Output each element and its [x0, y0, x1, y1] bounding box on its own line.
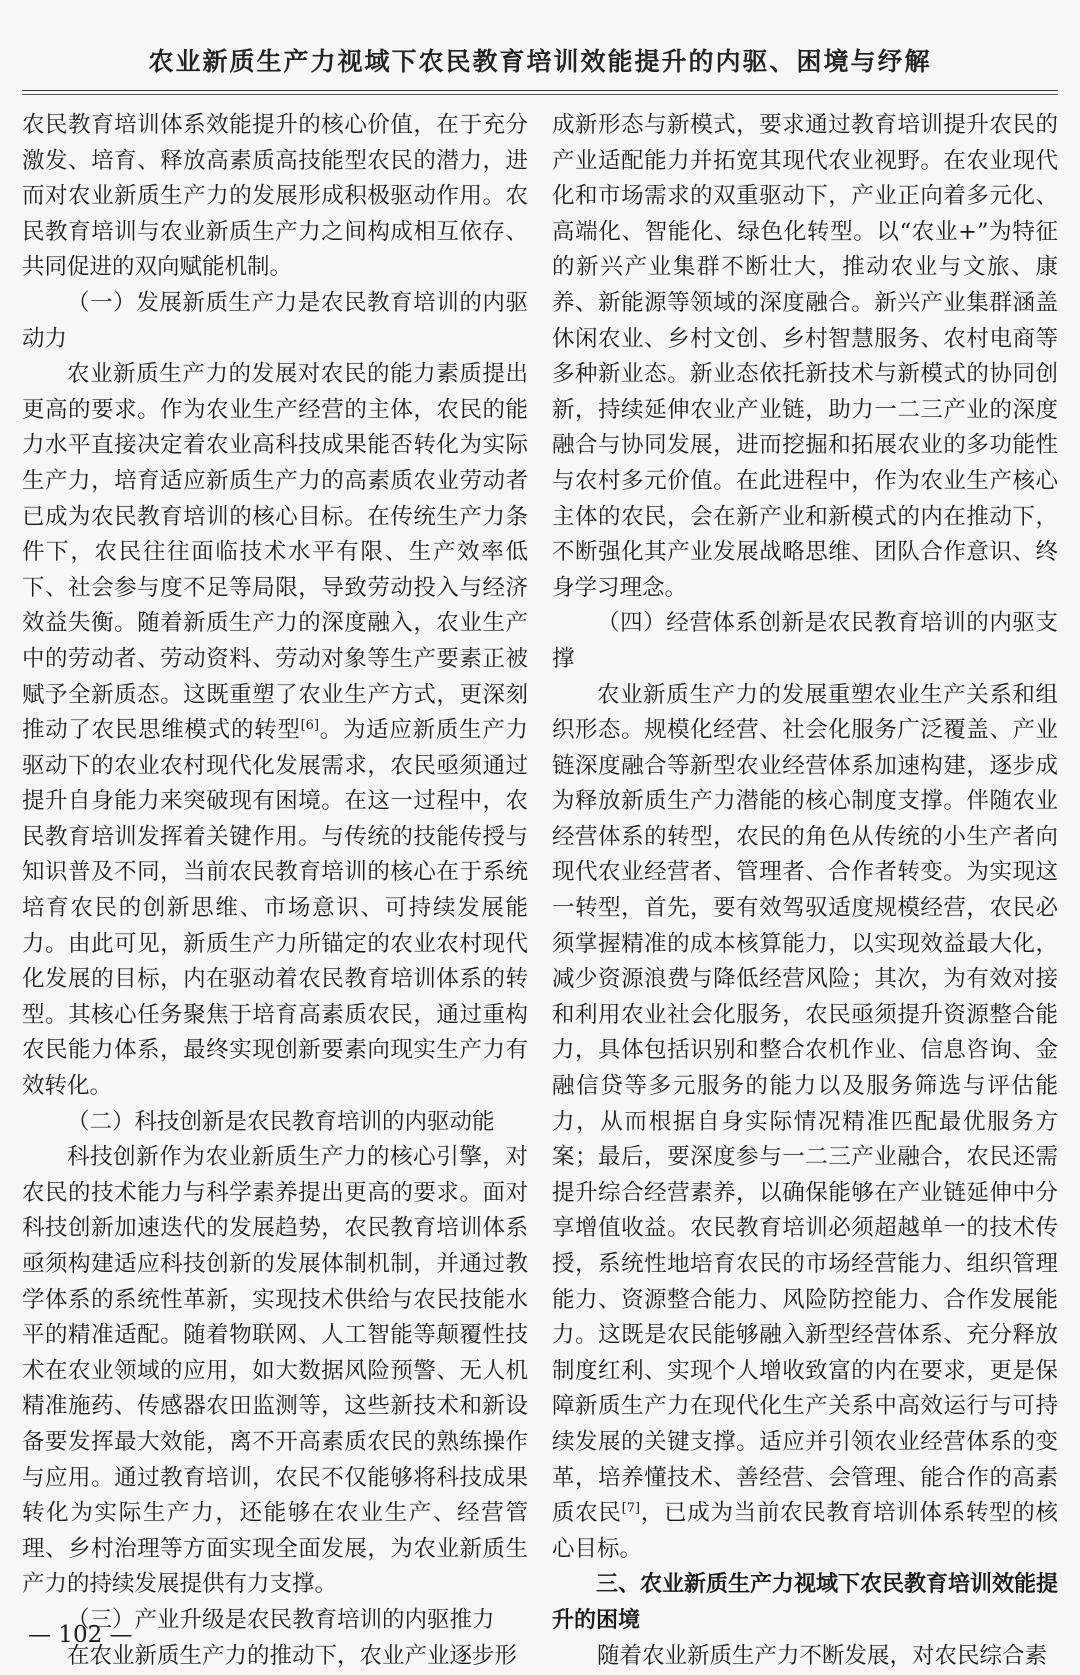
paragraph-text: 农业新质生产力的发展对农民的能力素质提出更高的要求。作为农业生产经营的主体，农民的能力水平直接决定着农业高科技成果能否转化为实际生产力，培育适应新质生产力的高素质农业劳动者已成为农民教育培训的核心目标。在传统生产力条件下，农民往往面临技术水平有限、生产效率低下、社会参与度不足等局限，导致劳动投入与经济效益失衡。随着新质生产力的深度融入，农业生产中的劳动者、劳动资料、劳动对象等生产要素正被赋予全新质态。这既重塑了农业生产方式，更深刻推动了农民思维模式的转型 — [22, 361, 528, 744]
paragraph-new-productivity — [22, 357, 528, 1104]
subheading-industry-upgrade: （三）产业升级是农民教育培训的内驱推力 — [67, 1606, 495, 1633]
paragraph-industry-continued: 成新形态与新模式，要求通过教育培训提升农民的产业适配能力并拓宽其现代农业视野。在农业现代化和市场需求的双重驱动下，产业正向着多元化、高端化、智能化、绿色化转型。以“农业+”为特征的新兴产业集群不断壮大，推动农业与文旅、康养、新能源等领域的深度融合。新兴产业集群涵盖休闲农业、乡村文创、乡村智慧服务、农村电商等多种新业态。新业态依托新技术与新模式的协同创新，持续延伸农业产业链，助力一二三产业的深度融合与协同发展，进而挖掘和拓展农业的多功能性与农村多元价值。在此进程中，作为农业生产核心主体的农民，会在新产业和新模式的内在推动下，不断强化其产业发展战略思维、团队合作意识、终身学习理念。 — [552, 112, 1058, 601]
section-heading-dilemmas: 三、农业新质生产力视域下农民教育培训效能提升的困境 — [552, 1572, 1059, 1633]
citation-6: [6] — [300, 718, 320, 734]
subheading-business-system: （四）经营体系创新是农民教育培训的内驱支撑 — [552, 610, 1058, 672]
citation-7: [7] — [621, 1501, 641, 1517]
paragraph-business-system — [552, 678, 1058, 1568]
page-number: — 102 — — [28, 1622, 133, 1648]
header-rule — [22, 90, 1058, 91]
subheading-tech-innovation: （二）科技创新是农民教育培训的内驱动能 — [67, 1108, 495, 1135]
left-column — [22, 108, 528, 1674]
paragraph-tech-innovation: 科技创新作为农业新质生产力的核心引擎，对农民的技术能力与科学素养提出更高的要求。面对科技创新加速迭代的发展趋势，农民教育培训体系亟须构建适应科技创新的发展体制机制，并通过教学体系的系统性革新，实现技术供给与农民技能水平的精准适配。随着物联网、人工智能等颠覆性技术在农业领域的应用，如大数据风险预警、无人机精准施药、传感器农田监测等，这些新技术和新设备要发挥最大效能，离不开高素质农民的熟练操作与应用。通过教育培训，农民不仅能够将科技成果转化为实际生产力，还能够在农业生产、经营管理、乡村治理等方面实现全面发展，为农业新质生产力的持续发展提供有力支撑。 — [22, 1144, 528, 1598]
right-column — [552, 108, 1058, 1674]
paragraph-dilemmas: 随着农业新质生产力不断发展，对农民综合素 — [597, 1642, 1048, 1669]
paragraph-text: 。为适应新质生产力驱动下的农业农村现代化发展需求，农民亟须通过提升自身能力来突破现有困境。在这一过程中，农民教育培训发挥着关键作用。与传统的技能传授与知识普及不同，当前农民教育培训的核心在于系统培育农民的创新思维、市场意识、可持续发展能力。由此可见，新质生产力所锚定的农业农村现代化发展的目标，内在驱动着农民教育培训体系的转型。其核心任务聚焦于培育高素质农民，通过重构农民能力体系，最终实现创新要素向现实生产力有效转化。 — [22, 717, 528, 1100]
paragraph-intro: 农民教育培训体系效能提升的核心价值，在于充分激发、培育、释放高素质高技能型农民的潜力，进而对农业新质生产力的发展形成积极驱动作用。农民教育培训与农业新质生产力之间构成相互依存、共同促进的双向赋能机制。 — [22, 112, 528, 281]
running-header: 农业新质生产力视域下农民教育培训效能提升的内驱、困境与纾解 — [148, 47, 932, 76]
paragraph-industry-upgrade: 在农业新质生产力的推动下，农业产业逐步形 — [67, 1642, 518, 1669]
subheading-new-productivity: （一）发展新质生产力是农民教育培训的内驱动力 — [22, 289, 528, 352]
paragraph-text: ，已成为当前农民教育培训体系转型的核心目标。 — [552, 1500, 1058, 1562]
header-rule-thin — [22, 94, 1058, 95]
paragraph-text: 农业新质生产力的发展重塑农业生产关系和组织形态。规模化经营、社会化服务广泛覆盖、产业链深度融合等新型农业经营体系加速构建，逐步成为释放新质生产力潜能的核心制度支撑。伴随农业经营体系的转型，农民的角色从传统的小生产者向现代农业经营者、管理者、合作者转变。为实现这一转型，首先，要有效驾驭适度规模经营，农民必须掌握精准的成本核算能力，以实现效益最大化，减少资源浪费与降低经营风险；其次，为有效对接和利用农业社会化服务，农民亟须提升资源整合能力，具体包括识别和整合农机作业、信息咨询、金融信贷等多元服务的能力以及服务筛选与评估能力，从而根据自身实际情况精准匹配最优服务方案；最后，要深度参与一二三产业融合，农民还需提升综合经营素养，以确保能够在产业链延伸中分享增值收益。农民教育培训必须超越单一的技术传授，系统性地培育农民的市场经营能力、组织管理能力、资源整合能力、风险防控能力、合作发展能力。这既是农民能够融入新型经营体系、充分释放制度红利、实现个人增收致富的内在要求，更是保障新质生产力在现代化生产关系中高效运行与可持续发展的关键支撑。适应并引领农业经营体系的变革，培养懂技术、善经营、会管理、能合作的高素质农民 — [552, 681, 1058, 1527]
